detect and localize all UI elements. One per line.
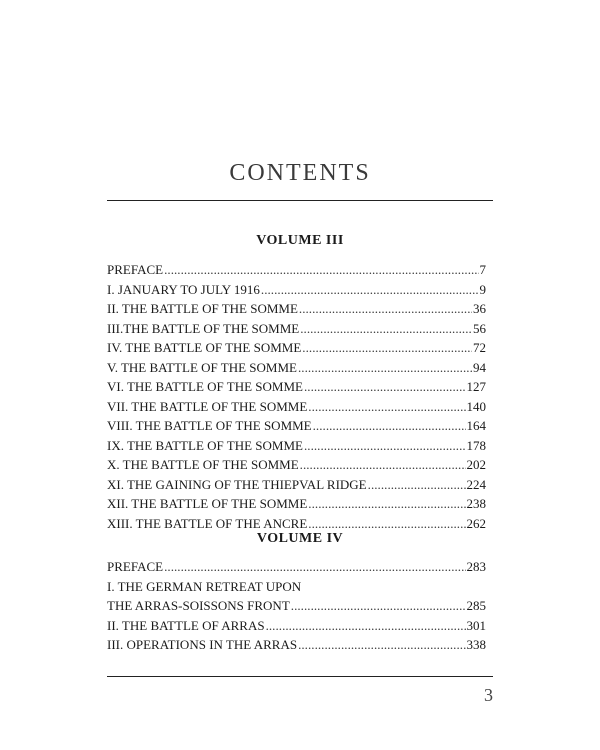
toc-entry	[107, 477, 486, 497]
volume-iii-heading: VOLUME III	[256, 233, 344, 248]
dot-leader	[266, 618, 466, 634]
entry-title: I. JANUARY TO JULY 1916	[107, 281, 260, 297]
entry-title: VI. THE BATTLE OF THE SOMME	[107, 379, 303, 394]
toc-entry	[107, 598, 486, 618]
toc-entry	[107, 559, 486, 579]
toc-entry	[107, 496, 486, 516]
entry-page: 285	[466, 598, 486, 613]
toc-entry	[107, 418, 486, 438]
entry-title: XII. THE BATTLE OF THE SOMME	[107, 496, 308, 511]
dot-leader	[291, 598, 466, 614]
entry-page: 36	[473, 301, 486, 316]
entry-title: THE ARRAS-SOISSONS FRONT	[107, 598, 290, 613]
entry-title: XI. THE GAINING OF THE THIEPVAL RIDGE	[107, 476, 367, 492]
volume-iv-contents	[107, 559, 486, 657]
entry-page: 140	[466, 398, 486, 414]
entry-page: 224	[466, 476, 486, 492]
dot-leader	[300, 321, 472, 337]
dot-leader	[164, 559, 465, 575]
volume-iv-heading: VOLUME IV	[256, 531, 344, 546]
entry-title: III. OPERATIONS IN THE ARRAS	[107, 637, 298, 652]
dot-leader	[308, 399, 465, 415]
dot-leader	[298, 637, 465, 653]
toc-entry	[107, 282, 486, 302]
entry-title: V. THE BATTLE OF THE SOMME	[107, 359, 297, 375]
entry-title: I. THE GERMAN RETREAT UPON	[107, 578, 302, 594]
page-number: 3	[484, 685, 493, 705]
dot-leader	[261, 282, 479, 298]
entry-page: 7	[479, 262, 486, 277]
dot-leader	[313, 418, 466, 434]
toc-entry	[107, 301, 486, 321]
toc-entry	[107, 637, 486, 657]
entry-page: 127	[466, 379, 486, 394]
toc-entry	[107, 262, 486, 282]
entry-page: 262	[466, 515, 486, 531]
dot-leader	[308, 516, 465, 532]
page-title: CONTENTS	[229, 160, 371, 186]
toc-entry	[107, 438, 486, 458]
dot-leader	[304, 438, 466, 454]
entry-page: 178	[466, 437, 486, 453]
entry-title: IX. THE BATTLE OF THE SOMME	[107, 437, 303, 453]
entry-page: 301	[466, 617, 486, 633]
dot-leader	[308, 496, 465, 512]
toc-entry	[107, 618, 486, 638]
entry-page: 283	[466, 559, 486, 574]
toc-entry	[107, 399, 486, 419]
dot-leader	[298, 360, 472, 376]
entry-title: PREFACE	[107, 559, 164, 574]
toc-entry	[107, 321, 486, 341]
entry-page: 202	[466, 457, 486, 472]
dot-leader	[164, 262, 478, 278]
entry-title: II. THE BATTLE OF ARRAS	[107, 617, 265, 633]
entry-title: PREFACE	[107, 262, 164, 277]
toc-entry	[107, 340, 486, 360]
entry-title: VII. THE BATTLE OF THE SOMME	[107, 398, 308, 414]
entry-title: II. THE BATTLE OF THE SOMME	[107, 301, 298, 316]
dot-leader	[299, 301, 472, 317]
dot-leader	[304, 379, 466, 395]
dot-leader	[368, 477, 466, 493]
top-divider	[107, 200, 493, 201]
toc-entry	[107, 457, 486, 477]
entry-title: III.THE BATTLE OF THE SOMME	[107, 320, 300, 336]
dot-leader	[302, 340, 472, 356]
entry-page: 94	[473, 359, 486, 375]
entry-title: VIII. THE BATTLE OF THE SOMME	[107, 418, 312, 433]
toc-entry	[107, 379, 486, 399]
entry-page: 238	[466, 496, 486, 511]
entry-page: 56	[473, 320, 486, 336]
entry-page: 338	[466, 637, 486, 652]
volume-iii-contents	[107, 262, 486, 535]
entry-title: X. THE BATTLE OF THE SOMME	[107, 457, 299, 472]
bottom-divider	[107, 676, 493, 677]
dot-leader	[300, 457, 466, 473]
entry-page: 72	[473, 340, 486, 355]
entry-page: 164	[466, 418, 486, 433]
entry-title: IV. THE BATTLE OF THE SOMME	[107, 340, 302, 355]
entry-title: XIII. THE BATTLE OF THE ANCRE	[107, 515, 308, 531]
toc-entry	[107, 360, 486, 380]
entry-page: 9	[479, 281, 486, 297]
toc-entry	[107, 579, 486, 599]
